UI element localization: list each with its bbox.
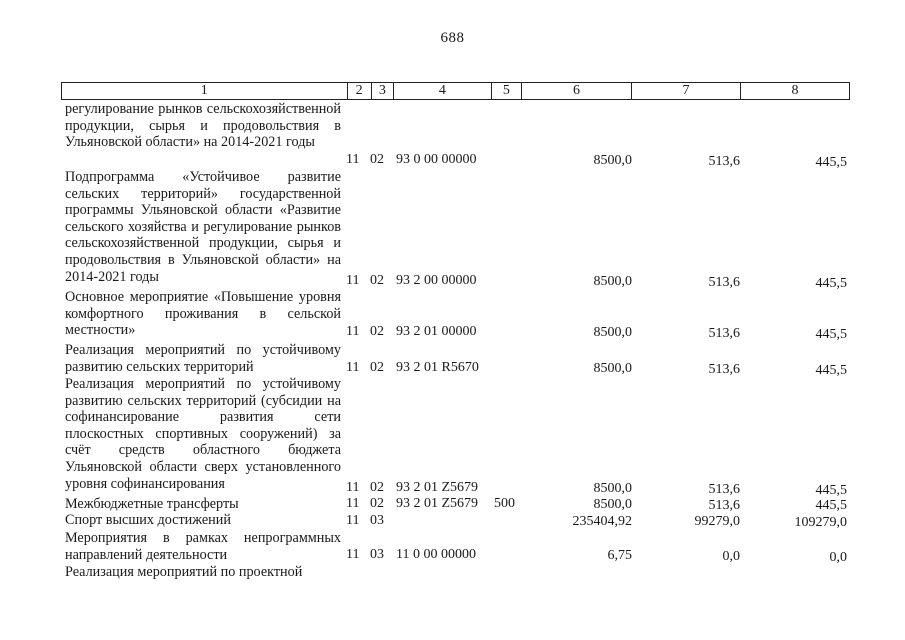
row-amount-col7: 513,6 [708,326,740,341]
row-subsection: 03 [370,513,384,528]
row-amount-col6: 8500,0 [593,274,632,289]
row-section: 11 [346,360,360,375]
row-amount-col7: 513,6 [708,482,740,497]
row-subsection: 02 [370,324,384,339]
row-target-article: 93 2 01 Z5679 [396,496,479,511]
table-header [61,82,850,100]
page-number: 688 [440,30,465,46]
row-description: Основное мероприятие «Повышение уровня комфортного проживания в сельской местности» [65,289,341,339]
row-description: Реализация мероприятий по устойчивому развитию сельских территорий (субсидии на софинансирование развития сети плоскостных спортивных сооружений) за счёт средств областного бюджета Ульяновской области сверх установленного уровня софинансирования [65,376,341,492]
header-col-6: 6 [522,83,632,100]
row-amount-col8: 445,5 [815,276,847,291]
header-col-3: 3 [371,83,393,100]
row-amount-col8: 109279,0 [794,515,847,530]
row-description: Мероприятия в рамках непрограммных направлений деятельности [65,530,341,563]
row-section: 11 [346,496,360,511]
row-subsection: 03 [370,547,384,562]
row-description: Реализация мероприятий по проектной [65,564,303,580]
row-amount-col7: 513,6 [708,362,740,377]
row-amount-col8: 445,5 [815,363,847,378]
header-col-5: 5 [491,83,521,100]
row-description: Спорт высших достижений [65,512,231,528]
row-subsection: 02 [370,360,384,375]
row-target-article: 93 2 01 Z5679 [396,480,479,495]
row-section: 11 [346,152,360,167]
row-amount-col7: 513,6 [708,275,740,290]
row-target-article: 93 2 00 00000 [396,273,477,288]
row-target-article: 93 0 00 00000 [396,152,477,167]
row-subsection: 02 [370,480,384,495]
row-target-article: 93 2 01 R5670 [396,360,479,375]
row-amount-col6: 8500,0 [593,153,632,168]
row-amount-col7: 0,0 [722,549,740,564]
row-subsection: 02 [370,152,384,167]
header-col-1: 1 [62,83,348,100]
row-amount-col7: 99279,0 [694,514,740,529]
row-subsection: 02 [370,273,384,288]
row-description: Подпрограмма «Устойчивое развитие сельских территорий» государственной программы Ульяновской области «Развитие сельского хозяйства и регулирование рынков сельскохозяйственной продукции, сырья и продовольствия в Ульяновской области» на 2014-2021 годы [65,169,341,285]
row-amount-col6: 235404,92 [572,514,632,529]
row-section: 11 [346,480,360,495]
row-amount-col6: 8500,0 [593,497,632,512]
row-amount-col8: 445,5 [815,483,847,498]
row-target-article: 93 2 01 00000 [396,324,477,339]
row-amount-col7: 513,6 [708,498,740,513]
row-description: Реализация мероприятий по устойчивому развитию сельских территорий [65,342,341,375]
row-amount-col8: 0,0 [829,550,847,565]
row-subsection: 02 [370,496,384,511]
row-section: 11 [346,513,360,528]
row-amount-col8: 445,5 [815,498,847,513]
row-section: 11 [346,324,360,339]
header-col-4: 4 [393,83,491,100]
row-amount-col8: 445,5 [815,155,847,170]
row-amount-col7: 513,6 [708,154,740,169]
row-amount-col6: 6,75 [607,548,632,563]
row-description: Межбюджетные трансферты [65,496,239,512]
row-section: 11 [346,547,360,562]
row-amount-col8: 445,5 [815,327,847,342]
row-section: 11 [346,273,360,288]
header-col-7: 7 [632,83,741,100]
row-amount-col6: 8500,0 [593,325,632,340]
row-target-article: 11 0 00 00000 [396,547,476,562]
header-col-2: 2 [347,83,371,100]
row-description: регулирование рынков сельскохозяйственной продукции, сырья и продовольствия в Ульяновской области» на 2014-2021 годы [65,101,341,151]
row-amount-col6: 8500,0 [593,361,632,376]
row-amount-col6: 8500,0 [593,481,632,496]
row-expense-type: 500 [494,496,515,511]
header-col-8: 8 [740,83,849,100]
